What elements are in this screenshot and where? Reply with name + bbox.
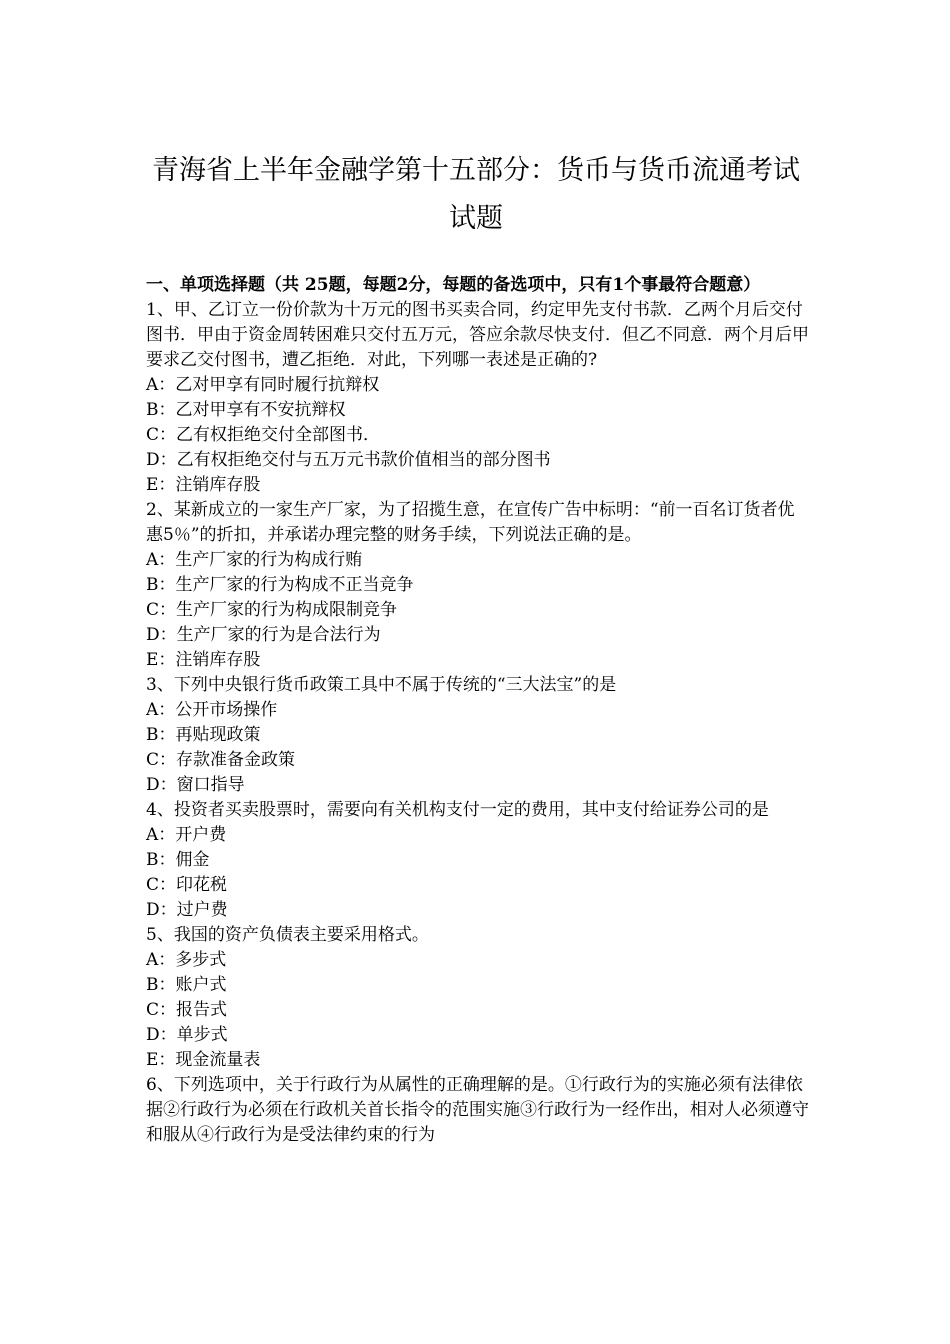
option-a: A：开户费 — [146, 825, 227, 845]
question-text: 2、某新成立的一家生产厂家，为了招揽生意，在宣传广告中标明：“前一百名订货者优惠5％”的折扣，并承诺办理完整的财务手续，下列说法正确的是。 — [146, 500, 795, 545]
section-heading: 一、单项选择题（共 25题，每题2分，每题的备选项中，只有1个事最符合题意） — [146, 275, 761, 295]
option-a: A：多步式 — [146, 950, 227, 970]
option-a: A：乙对甲享有同时履行抗辩权 — [146, 375, 380, 395]
option-b: B：再贴现政策 — [146, 725, 261, 745]
option-a: A：生产厂家的行为构成行贿 — [146, 550, 363, 570]
question-1 — [146, 298, 810, 498]
question-text: 6、下列选项中，关于行政行为从属性的正确理解的是。①行政行为的实施必须有法律依据②行政行为必须在行政机关首长指令的范围实施③行政行为一经作出，相对人必须遵守和服从④行政行为是受法律约束的行为 — [146, 1075, 809, 1145]
option-d: D：过户费 — [146, 900, 228, 920]
question-text: 1、甲、乙订立一份价款为十万元的图书买卖合同，约定甲先支付书款．乙两个月后交付图书．甲由于资金周转困难只交付五万元，答应余款尽快支付．但乙不同意．两个月后甲要求乙交付图书，遭乙拒绝．对此，下列哪一表述是正确的? — [146, 300, 809, 370]
option-e: E：注销库存股 — [146, 475, 261, 495]
question-4 — [146, 798, 810, 923]
option-b: B：乙对甲享有不安抗辩权 — [146, 400, 346, 420]
option-c: C：报告式 — [146, 1000, 228, 1020]
option-b: B：佣金 — [146, 850, 210, 870]
option-c: C：乙有权拒绝交付全部图书． — [146, 425, 381, 445]
option-e: E：现金流量表 — [146, 1050, 261, 1070]
option-d: D：单步式 — [146, 1025, 228, 1045]
question-text: 5、我国的资产负债表主要采用格式。 — [146, 925, 429, 945]
option-c: C：印花税 — [146, 875, 228, 895]
option-d: D：生产厂家的行为是合法行为 — [146, 625, 381, 645]
question-3 — [146, 673, 810, 798]
option-b: B：账户式 — [146, 975, 227, 995]
option-b: B：生产厂家的行为构成不正当竞争 — [146, 575, 414, 595]
question-text: 3、下列中央银行货币政策工具中不属于传统的“三大法宝”的是 — [146, 675, 617, 695]
document-body — [146, 273, 810, 1148]
question-text: 4、投资者买卖股票时，需要向有关机构支付一定的费用，其中支付给证券公司的是 — [146, 800, 769, 820]
option-a: A：公开市场操作 — [146, 700, 278, 720]
question-6 — [146, 1073, 810, 1148]
document-title: 青海省上半年金融学第十五部分：货币与货币流通考试试题 — [152, 155, 800, 234]
option-c: C：存款准备金政策 — [146, 750, 296, 770]
option-c: C：生产厂家的行为构成限制竞争 — [146, 600, 398, 620]
question-2 — [146, 498, 810, 673]
question-5 — [146, 923, 810, 1073]
option-d: D：乙有权拒绝交付与五万元书款价值相当的部分图书 — [146, 450, 551, 470]
option-d: D：窗口指导 — [146, 775, 245, 795]
option-e: E：注销库存股 — [146, 650, 261, 670]
